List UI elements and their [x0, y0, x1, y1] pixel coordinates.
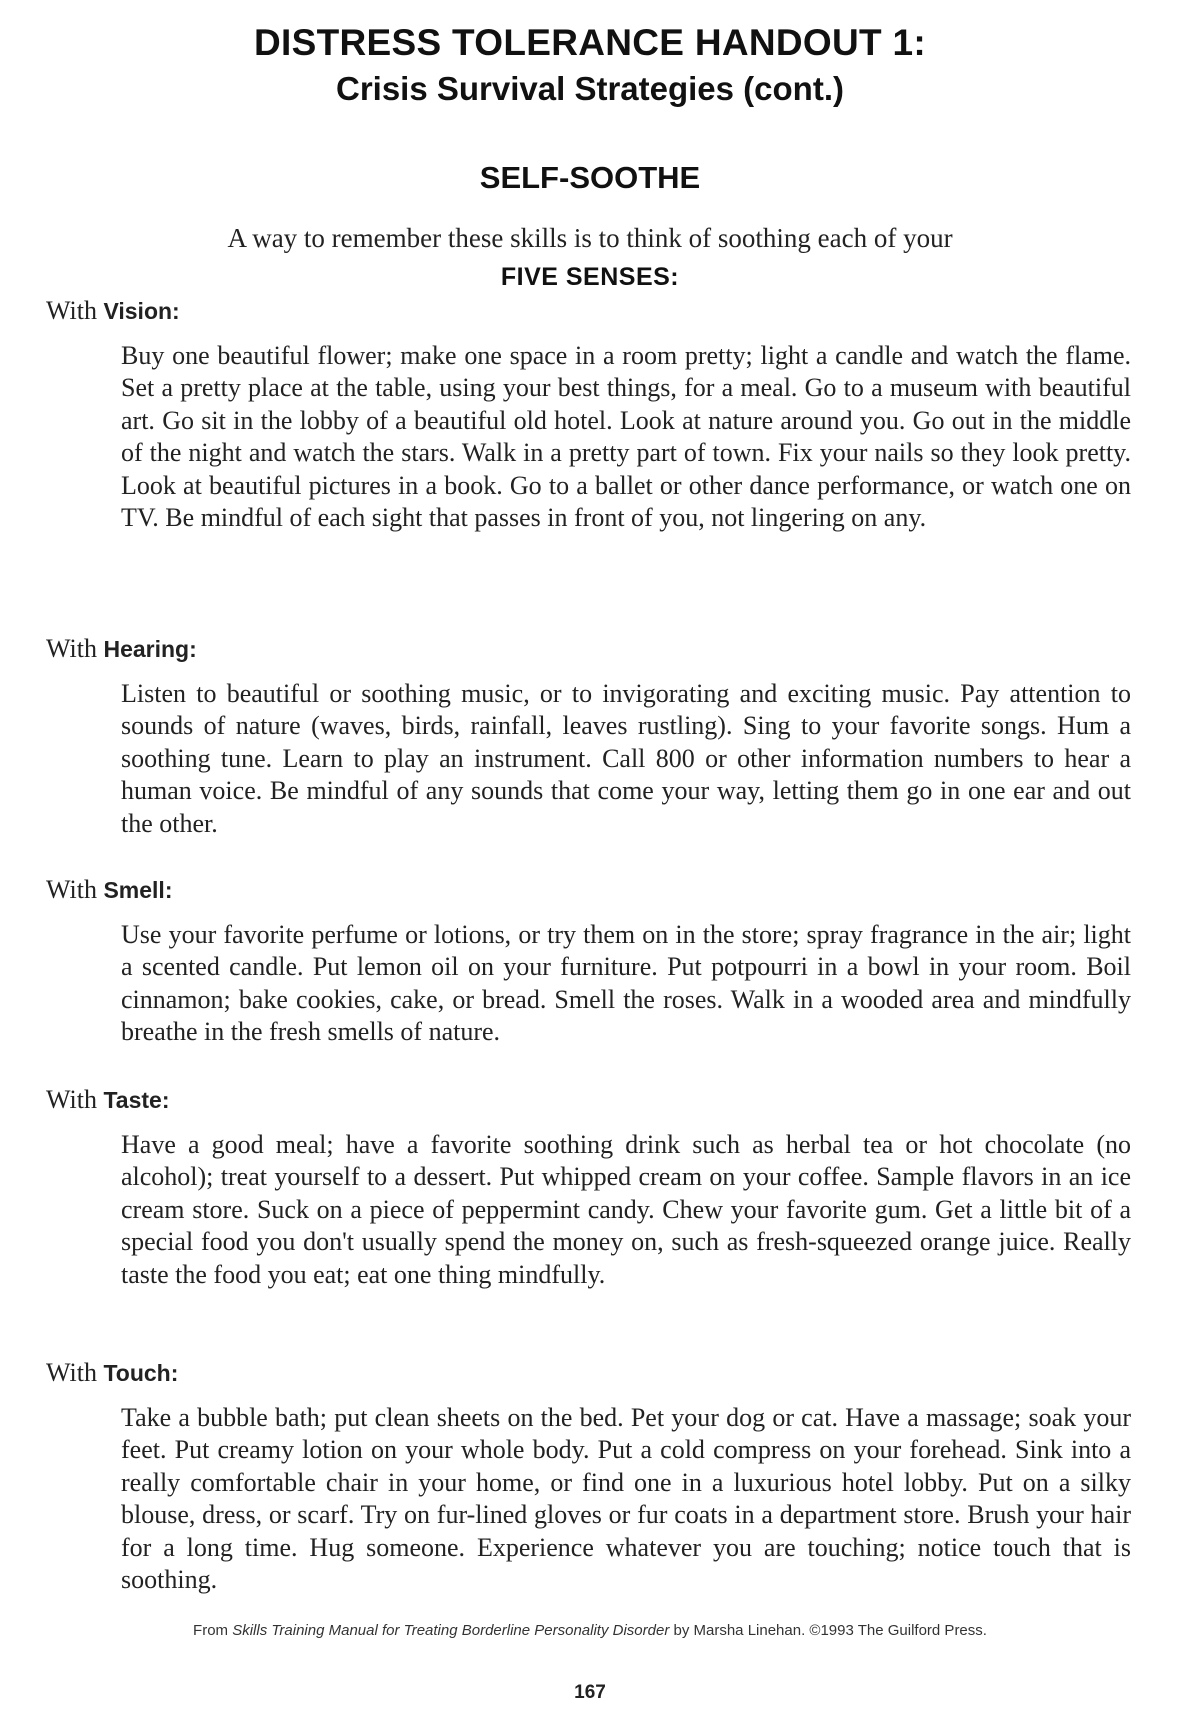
page-number: 167	[574, 1682, 606, 1703]
sense-text-taste: Have a good meal; have a favorite soothing drink such as herbal tea or hot chocolate (no alcohol); treat yourself to a dessert. Put whipped cream on your coffee. Sample flavors in an ice cream store. Suck on a piece of peppermint candy. Chew your favorite gum. Get a little bit of a special food you don't usually spend the money on, such as fresh-squeezed orange juice. Really taste the food you eat; eat one thing mindfully.	[121, 1130, 1131, 1289]
sense-label-taste	[46, 1085, 170, 1115]
sense-name: Smell:	[103, 877, 173, 903]
sense-name: Touch:	[103, 1360, 179, 1386]
sense-prefix: With	[46, 1358, 104, 1387]
source-credit	[0, 1622, 1180, 1639]
sense-prefix: With	[46, 296, 104, 325]
sense-label-touch	[46, 1358, 178, 1388]
sense-text-vision: Buy one beautiful flower; make one space in a room pretty; light a candle and watch the flame. Set a pretty place at the table, using your best things, for a meal. Go to a museum with beautiful art. Go sit in the lobby of a beautiful old hotel. Look at nature around you. Go out in the middle of the night and watch the stars. Walk in a pretty part of town. Fix your nails so they look pretty. Look at beautiful pictures in a book. Go to a ballet or other dance performance, or watch one on TV. Be mindful of each sight that passes in front of you, not lingering on any.	[121, 341, 1131, 533]
sense-label-vision	[46, 296, 180, 326]
section-intro-bold: FIVE SENSES:	[500, 263, 680, 291]
section-heading: SELF-SOOTHE	[479, 160, 701, 195]
sense-label-hearing	[46, 634, 197, 664]
sense-prefix: With	[46, 875, 104, 904]
sense-text-hearing: Listen to beautiful or soothing music, or to invigorating and exciting music. Pay attention to sounds of nature (waves, birds, rainfall, leaves rustling). Sing to your favorite songs. Hum a soothing tune. Learn to play an instrument. Call 800 or other information numbers to hear a human voice. Be mindful of any sounds that come your way, letting them go in one ear and out the other.	[121, 679, 1131, 838]
handout-subtitle: Crisis Survival Strategies (cont.)	[335, 70, 844, 107]
sense-label-smell	[46, 875, 172, 905]
sense-name: Hearing:	[103, 636, 197, 662]
credit-book-title: Skills Training Manual for Treating Borderline Personality Disorder	[232, 1622, 670, 1639]
sense-text-smell: Use your favorite perfume or lotions, or try them on in the store; spray fragrance in the air; light a scented candle. Put lemon oil on your furniture. Put potpourri in a bowl in your room. Boil cinnamon; bake cookies, cake, or bread. Smell the roses. Walk in a wooded area and mindfully breathe in the fresh smells of nature.	[121, 920, 1131, 1047]
credit-from: From	[193, 1622, 233, 1639]
sense-name: Vision:	[103, 298, 180, 324]
section-intro: A way to remember these skills is to think of soothing each of your	[227, 223, 953, 253]
sense-text-touch: Take a bubble bath; put clean sheets on the bed. Pet your dog or cat. Have a massage; soak your feet. Put creamy lotion on your whole body. Put a cold compress on your forehead. Sink into a really comfortable chair in your home, or find one in a luxurious hotel lobby. Put on a silky blouse, dress, or scarf. Try on fur-lined gloves or fur coats in a department store. Brush your hair for a long time. Hug someone. Experience whatever you are touching; notice touch that is soothing.	[121, 1403, 1131, 1595]
sense-prefix: With	[46, 634, 104, 663]
credit-byline: by Marsha Linehan. ©1993 The Guilford Press.	[669, 1622, 987, 1639]
sense-prefix: With	[46, 1085, 104, 1114]
sense-name: Taste:	[103, 1087, 170, 1113]
handout-title: DISTRESS TOLERANCE HANDOUT 1:	[253, 22, 926, 63]
